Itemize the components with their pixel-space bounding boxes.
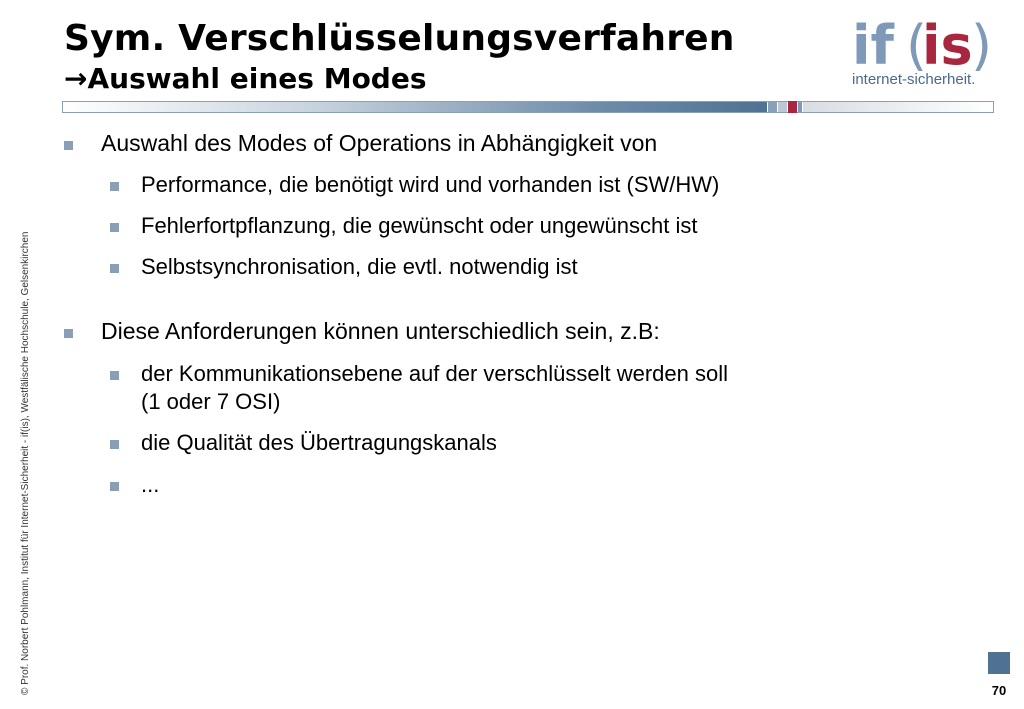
svg-text:is: is — [922, 14, 973, 77]
slide-subtitle — [64, 62, 427, 95]
bullet-marker — [110, 182, 119, 191]
bullet-marker — [64, 141, 73, 150]
bullet-marker — [110, 482, 119, 491]
header-gradient-bar — [62, 100, 994, 114]
subtitle-text: Auswahl eines Modes — [87, 62, 427, 95]
bullet-marker — [64, 329, 73, 338]
list-item: der Kommunikationsebene auf der verschlüsselt werden soll — [141, 361, 728, 386]
list-item: Performance, die benötigt wird und vorhanden ist (SW/HW) — [141, 172, 720, 197]
page-marker-square — [988, 652, 1010, 674]
list-item: Diese Anforderungen können unterschiedlich sein, z.B: — [101, 318, 660, 344]
list-item: Selbstsynchronisation, die evtl. notwendig ist — [141, 254, 578, 279]
bullet-marker — [110, 223, 119, 232]
logo-caption: internet-sicherheit. — [852, 71, 976, 88]
list-item-continuation: (1 oder 7 OSI) — [141, 389, 281, 414]
bullet-marker — [110, 440, 119, 449]
list-item: die Qualität des Übertragungskanals — [141, 430, 497, 455]
svg-text:if: if — [852, 14, 895, 77]
arrow-icon: → — [64, 62, 88, 95]
list-item: Auswahl des Modes of Operations in Abhängigkeit von — [101, 130, 658, 156]
svg-text:): ) — [971, 14, 992, 77]
list-item: Fehlerfortpflanzung, die gewünscht oder ungewünscht ist — [141, 213, 698, 238]
bullet-marker — [110, 264, 119, 273]
bullet-marker — [110, 371, 119, 380]
page-number: 70 — [991, 683, 1007, 698]
copyright-note: © Prof. Norbert Pohlmann, Institut für Internet-Sicherheit - if(is), Westfälische Hochschule, Gelsenkirchen — [20, 231, 31, 695]
svg-text:(: ( — [906, 14, 928, 77]
list-item: ... — [141, 472, 160, 497]
slide-title: Sym. Verschlüsselungsverfahren — [64, 18, 735, 59]
